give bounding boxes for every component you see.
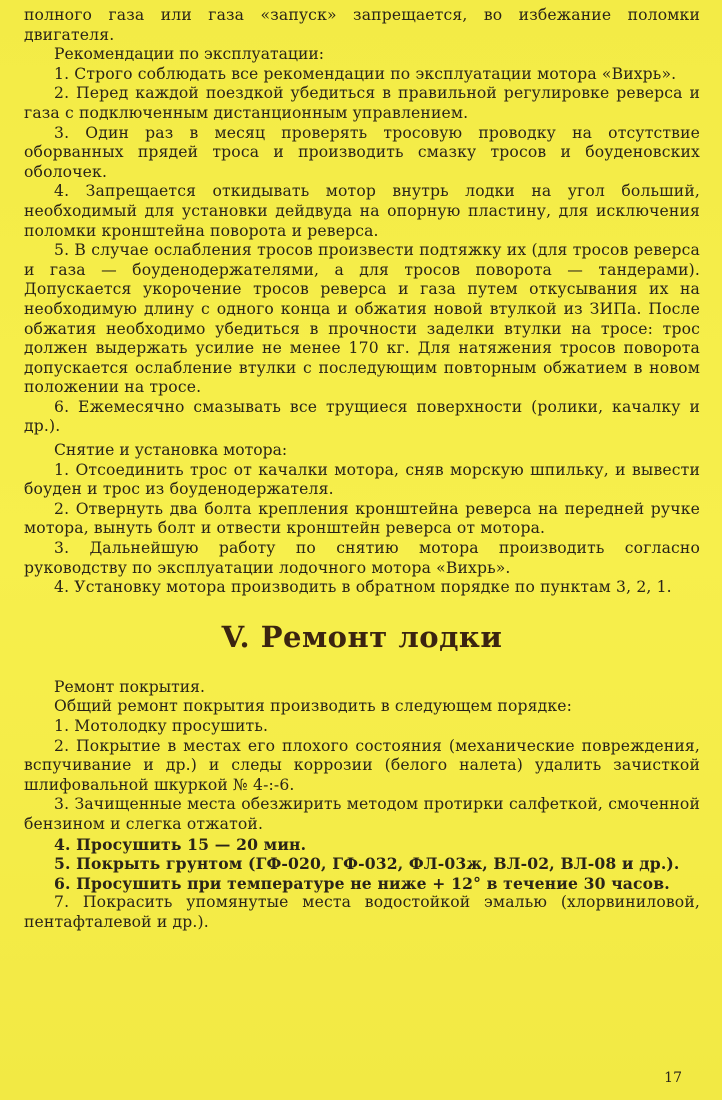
removal-item-2: 2. Отвернуть два болта крепления кронштейна реверса на передней ручке мотора, вынуть болт и отвести кронштейн реверса от мотора. bbox=[24, 499, 700, 538]
intro-continuation: полного газа или газа «запуск» запрещается, во избежание поломки двигателя. bbox=[24, 6, 700, 44]
removal-heading: Снятие и установка мотора: bbox=[54, 441, 288, 460]
repair-step-2: 2. Покрытие в местах его плохого состояния (механические повреждения, вспучивание и др.) и следы коррозии (белого налета) удалить зачисткой шлифовальной шкуркой № 4-:-6. bbox=[24, 736, 700, 794]
repair-intro: Общий ремонт покрытия производить в следующем порядке: bbox=[54, 697, 573, 716]
recommendation-item-3: 3. Один раз в месяц проверять тросовую проводку на отсутствие оборванных прядей троса и производить смазку тросов и боуденовских оболочек. bbox=[24, 123, 700, 181]
repair-step-7: 7. Покрасить упомянутые места водостойкой эмалью (хлорвиниловой, пентафталевой и др.). bbox=[24, 893, 700, 931]
repair-step-5: 5. Покрыть грунтом (ГФ-020, ГФ-032, ФЛ-03ж, ВЛ-02, ВЛ-08 и др.). bbox=[54, 854, 680, 874]
removal-item-3: 3. Дальнейшую работу по снятию мотора производить согласно руководству по эксплуатации лодочного мотора «Вихрь». bbox=[24, 539, 700, 577]
removal-item-1: 1. Отсоединить трос от качалки мотора, сняв морскую шпильку, и вывести боуден и трос из боуденодержателя. bbox=[24, 460, 700, 499]
recommendations-heading: Рекомендации по эксплуатации: bbox=[54, 45, 324, 64]
repair-step-1: 1. Мотолодку просушить. bbox=[54, 717, 269, 735]
chapter-title: V. Ремонт лодки bbox=[221, 619, 503, 654]
recommendation-item-5: 5. В случае ослабления тросов произвести подтяжку их (для тросов реверса и газа — боуденодержателями, а для тросов поворота — тандерами). Допускается укорочение тросов реверса и газа путем откусывания их на необходимую длину с одного конца и обжатия новой втулкой из ЗИПа. После обжатия необходимо убедиться в прочности заделки втулки на тросе: трос должен выдержать усилие не менее 170 кг. Для натяжения тросов поворота допускается ослабление втулки с последующим повторным обжатием в новом положении на тросе. bbox=[24, 241, 700, 397]
repair-step-6: 6. Просушить при температуре не ниже + 12° в течение 30 часов. bbox=[54, 873, 670, 893]
recommendation-item-2: 2. Перед каждой поездкой убедиться в правильной регулировке реверса и газа с подключенным дистанционным управлением. bbox=[24, 84, 700, 122]
repair-heading: Ремонт покрытия. bbox=[54, 677, 205, 696]
recommendation-item-1: 1. Строго соблюдать все рекомендации по эксплуатации мотора «Вихрь». bbox=[54, 64, 677, 83]
page-number: 17 bbox=[664, 1070, 682, 1086]
recommendation-item-4: 4. Запрещается откидывать мотор внутрь лодки на угол больший, необходимый для установки дейдвуда на опорную пластину, для исключения поломки кронштейна поворота и реверса. bbox=[24, 182, 700, 240]
repair-step-3: 3. Зачищенные места обезжирить методом протирки салфеткой, смоченной бензином и слегка отжатой. bbox=[24, 795, 700, 833]
repair-step-4: 4. Просушить 15 — 20 мин. bbox=[54, 834, 307, 854]
removal-item-4: 4. Установку мотора производить в обратном порядке по пунктам 3, 2, 1. bbox=[54, 578, 672, 597]
recommendation-item-6: 6. Ежемесячно смазывать все трущиеся поверхности (ролики, качалку и др.). bbox=[24, 397, 700, 436]
